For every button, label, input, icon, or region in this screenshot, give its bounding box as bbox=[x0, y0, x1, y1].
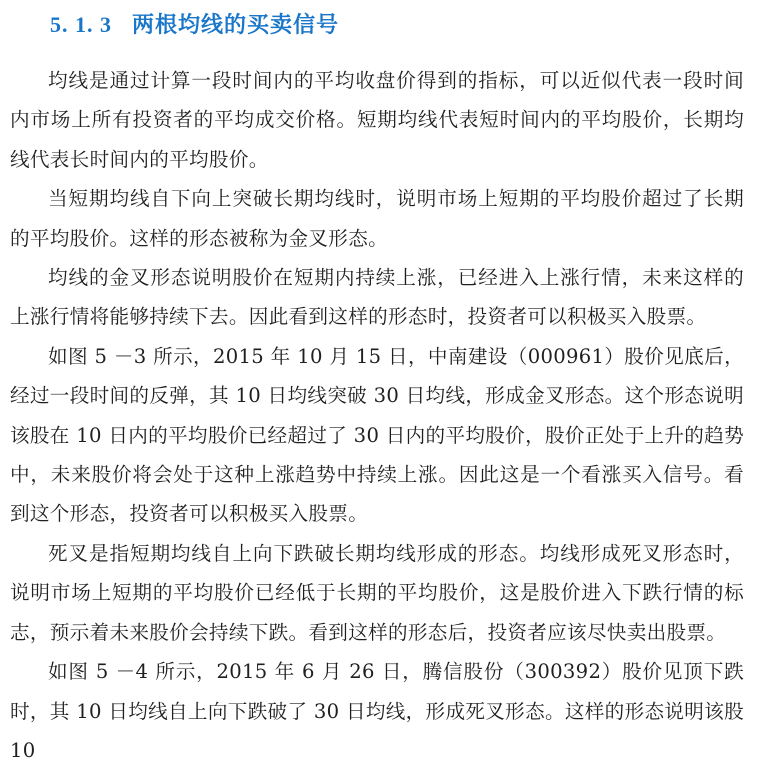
paragraph-golden-cross-definition: 当短期均线自下向上突破长期均线时，说明市场上短期的平均股价超过了长期的平均股价。这样的形态被称为金叉形态。 bbox=[10, 187, 744, 250]
section-heading bbox=[50, 10, 744, 41]
section-number: 5. 1. 3 bbox=[50, 12, 112, 37]
paragraph-death-cross-definition: 死叉是指短期均线自上向下跌破长期均线形成的形态。均线形成死叉形态时，说明市场上短期的平均股价已经低于长期的平均股价，这是股价进入下跌行情的标志，预示着未来股价会持续下跌。看到这样的形态后，投资者应该尽快卖出股票。 bbox=[10, 541, 744, 644]
paragraph-golden-cross-example: 如图 5 －3 所示，2015 年 10 月 15 日，中南建设（000961）股价见底后，经过一段时间的反弹，其 10 日均线突破 30 日均线，形成金叉形态。这个形态说明该股在 10 日内的平均股价已经超过了 30 日内的平均股价，股价正处于上升的趋势中，未来股价将会处于这种上涨趋势中持续上涨。因此这是一个看涨买入信号。看到这个形态，投资者可以积极买入股票。 bbox=[10, 344, 744, 526]
paragraph-death-cross-example: 如图 5 －4 所示，2015 年 6 月 26 日，腾信股份（300392）股价见顶下跌时，其 10 日均线自上向下跌破了 30 日均线，形成死叉形态。这样的形态说明该股 10 bbox=[10, 660, 744, 762]
paragraph-ma-definition: 均线是通过计算一段时间内的平均收盘价得到的指标，可以近似代表一段时间内市场上所有投资者的平均成交价格。短期均线代表短时间内的平均股价，长期均线代表长时间内的平均股价。 bbox=[10, 69, 744, 171]
paragraph-golden-cross-meaning: 均线的金叉形态说明股价在短期内持续上涨，已经进入上涨行情，未来这样的上涨行情将能够持续下去。因此看到这样的形态时，投资者可以积极买入股票。 bbox=[10, 266, 744, 329]
section-title: 两根均线的买卖信号 bbox=[132, 13, 340, 38]
